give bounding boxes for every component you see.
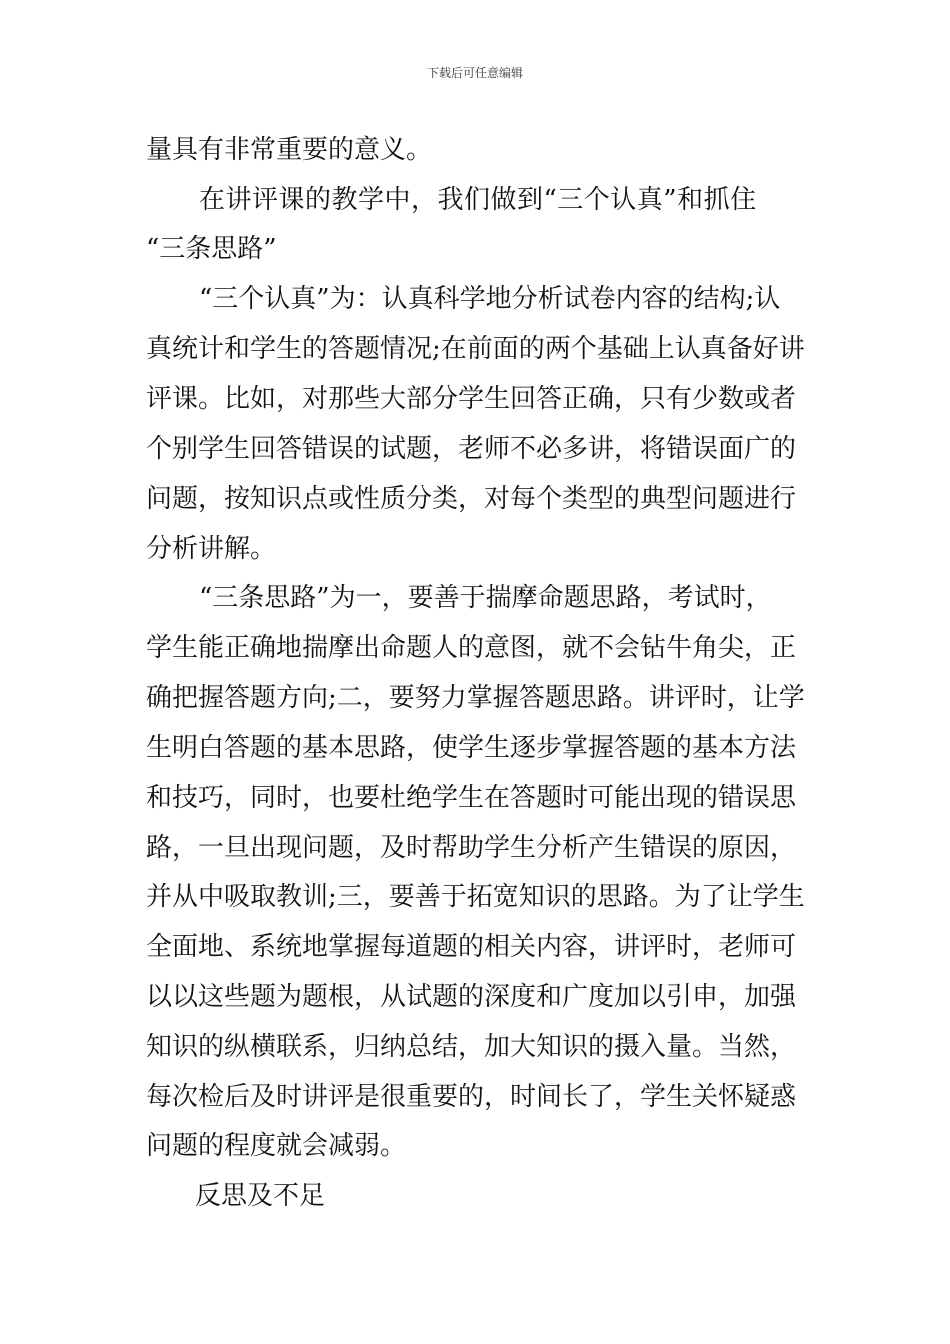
text-line: 问题的程度就会减弱。	[146, 1131, 407, 1161]
text-line: 个别学生回答错误的试题，老师不必多讲，将错误面广的	[146, 434, 797, 464]
text-line: “三个认真”为：认真科学地分析试卷内容的结构;认	[199, 284, 781, 314]
text-line: “三条思路”为一，要善于揣摩命题思路，考试时，	[199, 583, 772, 613]
text-line: 知识的纵横联系，归纳总结，加大知识的摄入量。当然，	[146, 1032, 797, 1062]
text-line: 确把握答题方向;二，要努力掌握答题思路。讲评时，让学	[146, 683, 805, 713]
text-line: 量具有非常重要的意义。	[146, 135, 433, 165]
text-line: 生明白答题的基本思路，使学生逐步掌握答题的基本方法	[146, 733, 797, 763]
text-line: 和技巧，同时，也要杜绝学生在答题时可能出现的错误思	[146, 783, 797, 813]
text-line: 真统计和学生的答题情况;在前面的两个基础上认真备好讲	[146, 334, 805, 364]
text-line: 评课。比如，对那些大部分学生回答正确，只有少数或者	[146, 384, 797, 414]
text-line: 在讲评课的教学中，我们做到“三个认真”和抓住	[199, 185, 757, 215]
text-line: 学生能正确地揣摩出命题人的意图，就不会钻牛角尖，正	[146, 633, 797, 663]
section-heading: 反思及不足	[195, 1181, 326, 1211]
text-line: “三条思路”	[146, 234, 277, 264]
page-header: 下载后可任意编辑	[426, 66, 523, 80]
text-line: 并从中吸取教训;三，要善于拓宽知识的思路。为了让学生	[146, 882, 805, 912]
text-line: 路，一旦出现问题，及时帮助学生分析产生错误的原因，	[146, 833, 797, 863]
text-line: 分析讲解。	[146, 534, 277, 564]
text-line: 以以这些题为题根，从试题的深度和广度加以引申，加强	[146, 982, 797, 1012]
text-line: 问题，按知识点或性质分类，对每个类型的典型问题进行	[146, 484, 797, 514]
text-line: 每次检后及时讲评是很重要的，时间长了，学生关怀疑惑	[146, 1082, 797, 1112]
text-line: 全面地、系统地掌握每道题的相关内容，讲评时，老师可	[146, 932, 797, 962]
